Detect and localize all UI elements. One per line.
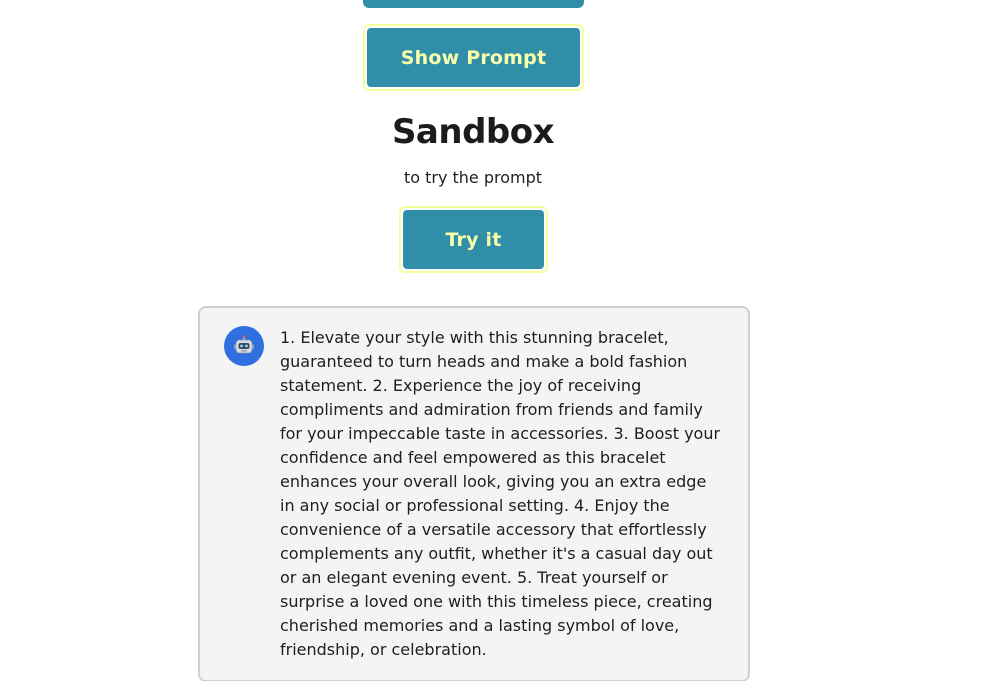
assistant-message-card (198, 306, 750, 681)
try-it-button-outline (399, 206, 548, 273)
sandbox-title: Sandbox (391, 112, 555, 152)
show-prompt-button[interactable]: Show Prompt (367, 28, 580, 87)
sandbox-subtitle: to try the prompt (403, 168, 543, 187)
robot-icon (232, 334, 256, 358)
assistant-message-text: 1. Elevate your style with this stunning bracelet, guaranteed to turn heads and make a bold fashion statement. 2. Experience the joy of receiving compliments and admiration from friends and family for your impeccable taste in accessories. 3. Boost your confidence and feel empowered as this bracelet enhances your overall look, giving you an extra edge in any social or professional setting. 4. Enjoy the convenience of a versatile accessory that effortlessly complements any outfit, whether it's a casual day out or an elegant evening event. 5. Treat yourself or surprise a loved one with this timeless piece, creating cherished memories and a lasting symbol of love, friendship, or celebration. (280, 328, 721, 659)
show-prompt-button-outline (363, 24, 584, 91)
try-it-button[interactable]: Try it (403, 210, 544, 269)
previous-button-fragment[interactable] (363, 0, 584, 8)
assistant-avatar (224, 326, 264, 366)
